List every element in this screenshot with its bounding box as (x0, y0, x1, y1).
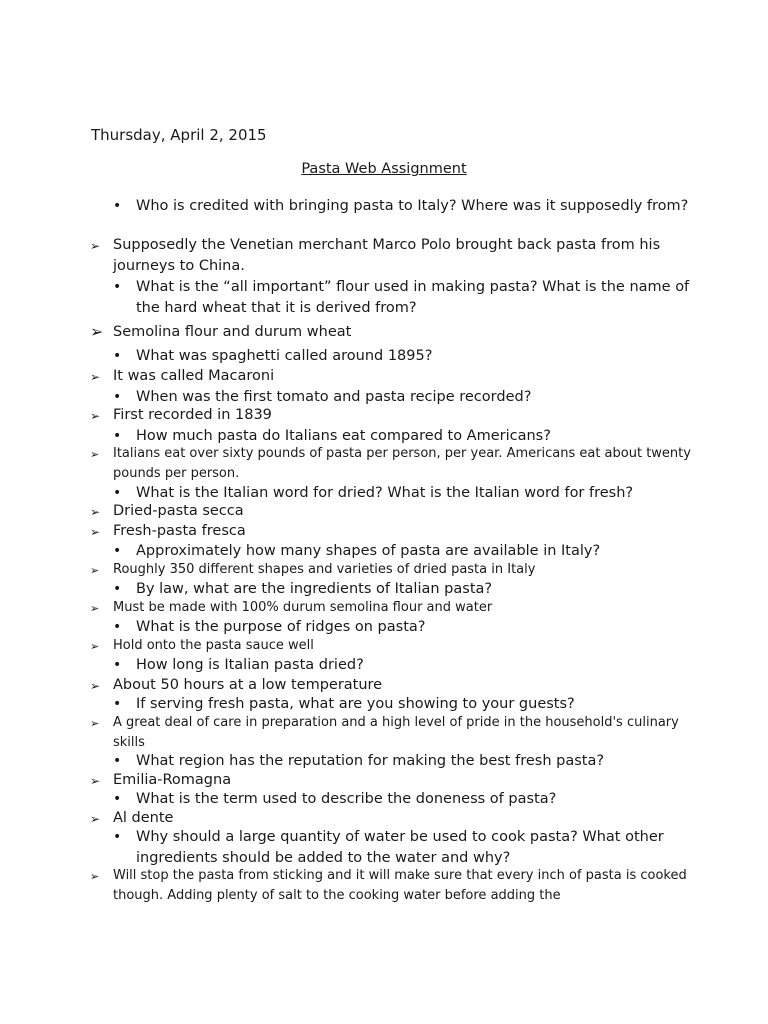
bullet-icon: • (113, 428, 122, 444)
answer-text: About 50 hours at a low temperature (113, 677, 383, 693)
arrow-bullet-icon: ➢ (90, 870, 100, 883)
answer-item (90, 636, 693, 656)
question-item (113, 346, 696, 367)
answer-text: Will stop the pasta from sticking and it will make sure that every inch of pasta is cooked though. Adding plenty of salt to the cooking water before adding the (113, 868, 687, 903)
answer-item (90, 444, 693, 484)
answer-text: Dried-pasta secca (113, 503, 244, 519)
bullet-icon: • (113, 198, 122, 214)
question-text: By law, what are the ingredients of Italian pasta? (136, 581, 493, 597)
bullet-icon: • (113, 696, 122, 712)
answer-item (90, 713, 693, 753)
arrow-bullet-icon: ➢ (90, 679, 101, 693)
question-text: What was spaghetti called around 1895? (136, 348, 433, 364)
bullet-icon: • (113, 657, 122, 673)
arrow-bullet-icon: ➢ (90, 602, 100, 615)
answer-item (90, 235, 693, 277)
bullet-icon: • (113, 829, 122, 845)
arrow-bullet-icon: ➢ (90, 322, 104, 341)
answer-text: First recorded in 1839 (113, 407, 272, 423)
document-date: Thursday, April 2, 2015 (91, 126, 267, 144)
bullet-icon: • (113, 581, 122, 597)
question-text: What is the term used to describe the doneness of pasta? (136, 791, 557, 807)
answer-text: Emilia-Romagna (113, 772, 232, 788)
document-title (0, 161, 768, 177)
arrow-bullet-icon: ➢ (90, 774, 101, 788)
question-item (113, 789, 696, 810)
bullet-icon: • (113, 543, 122, 559)
arrow-bullet-icon: ➢ (90, 409, 101, 423)
question-text: What is the purpose of ridges on pasta? (136, 619, 426, 635)
answer-text: Roughly 350 different shapes and varieties of dried pasta in Italy (113, 562, 536, 577)
question-text: If serving fresh pasta, what are you showing to your guests? (136, 696, 575, 712)
answer-text: Al dente (113, 810, 174, 826)
question-item (113, 751, 696, 772)
question-text: What region has the reputation for making the best fresh pasta? (136, 753, 605, 769)
answer-item (90, 770, 693, 791)
answer-text: Fresh-pasta fresca (113, 523, 246, 539)
question-item (113, 277, 696, 319)
answer-item (90, 405, 693, 426)
answer-text: Semolina flour and durum wheat (113, 324, 352, 340)
answer-text: A great deal of care in preparation and a high level of pride in the household's culinary skills (113, 715, 679, 750)
arrow-bullet-icon: ➢ (90, 448, 100, 461)
question-item (113, 196, 696, 217)
bullet-icon: • (113, 389, 122, 405)
question-text: How much pasta do Italians eat compared to Americans? (136, 428, 551, 444)
arrow-bullet-icon: ➢ (90, 812, 101, 826)
answer-item (90, 866, 693, 906)
answer-text: Italians eat over sixty pounds of pasta per person, per year. Americans eat about twenty pounds per person. (113, 446, 691, 481)
answer-item (90, 675, 693, 696)
question-item (113, 827, 696, 869)
arrow-bullet-icon: ➢ (90, 370, 101, 384)
arrow-bullet-icon: ➢ (90, 239, 101, 253)
arrow-bullet-icon: ➢ (90, 640, 100, 653)
answer-text: Hold onto the pasta sauce well (113, 638, 314, 653)
question-text: How long is Italian pasta dried? (136, 657, 364, 673)
arrow-bullet-icon: ➢ (90, 505, 101, 519)
document-title-text: Pasta Web Assignment (301, 161, 467, 177)
bullet-icon: • (113, 791, 122, 807)
question-text: Why should a large quantity of water be used to cook pasta? What other ingredients should be added to the water and why? (136, 829, 664, 866)
answer-text: Must be made with 100% durum semolina flour and water (113, 600, 493, 615)
bullet-icon: • (113, 485, 122, 501)
answer-item (90, 501, 693, 522)
bullet-icon: • (113, 753, 122, 769)
answer-item (90, 598, 693, 618)
question-item (113, 694, 696, 715)
question-text: What is the “all important” flour used in making pasta? What is the name of the hard wheat that it is derived from? (136, 279, 690, 316)
answer-text: It was called Macaroni (113, 368, 275, 384)
answer-item (90, 808, 693, 829)
question-item (113, 541, 696, 562)
answer-text: Supposedly the Venetian merchant Marco Polo brought back pasta from his journeys to China. (113, 237, 661, 274)
bullet-icon: • (113, 279, 122, 295)
answer-item (90, 560, 693, 580)
question-text: Who is credited with bringing pasta to Italy? Where was it supposedly from? (136, 198, 689, 214)
arrow-bullet-icon: ➢ (90, 564, 100, 577)
bullet-icon: • (113, 348, 122, 364)
arrow-bullet-icon: ➢ (90, 525, 101, 539)
answer-item (90, 366, 693, 387)
answer-item (90, 521, 693, 542)
question-item (113, 655, 696, 676)
question-item (113, 579, 696, 600)
answer-item (90, 322, 693, 343)
bullet-icon: • (113, 619, 122, 635)
question-item (113, 617, 696, 638)
arrow-bullet-icon: ➢ (90, 717, 100, 730)
question-text: When was the first tomato and pasta recipe recorded? (136, 389, 532, 405)
question-text: What is the Italian word for dried? What is the Italian word for fresh? (136, 485, 634, 501)
question-text: Approximately how many shapes of pasta are available in Italy? (136, 543, 601, 559)
